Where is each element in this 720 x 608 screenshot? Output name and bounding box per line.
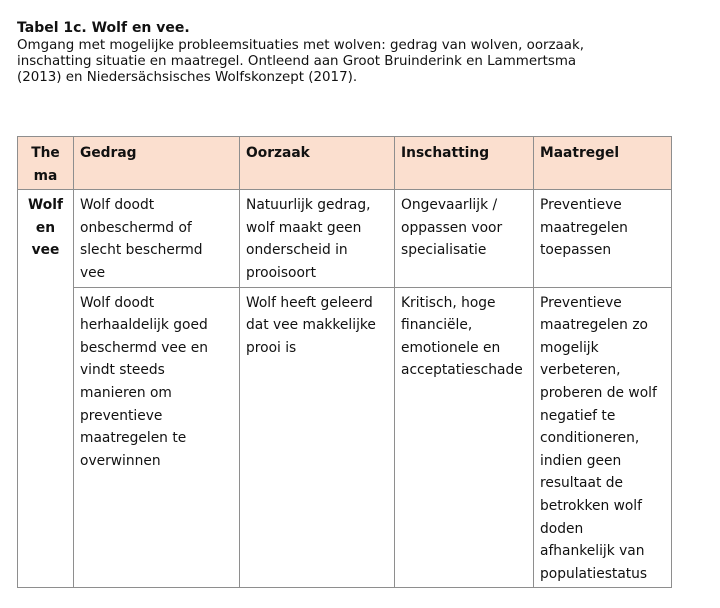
table-row [18, 287, 672, 588]
caption-line: Omgang met mogelijke probleemsituaties met wolven: gedrag van wolven, oorzaak, [17, 38, 584, 53]
header-gedrag: Gedrag [74, 137, 240, 190]
header-thema: The ma [18, 137, 74, 190]
caption-line: inschatting situatie en maatregel. Ontleend aan Groot Bruinderink en Lammertsma [17, 54, 577, 69]
header-oorzaak: Oorzaak [240, 137, 395, 190]
cell-thema: Wolf en vee [18, 190, 74, 588]
cell-maatregel: Preventieve maatregelen zo mogelijk verbeteren, proberen de wolf negatief te conditioneren, indien geen resultaat de betrokken wolf doden afhankelijk van populatiestatus [534, 287, 672, 588]
table-header-row [18, 137, 672, 190]
caption-title: Tabel 1c. Wolf en vee. [17, 20, 190, 36]
header-maatregel: Maatregel [534, 137, 672, 190]
table-row [18, 190, 672, 287]
cell-inschatting: Kritisch, hoge financiële, emotionele en acceptatieschade [395, 287, 534, 588]
cell-maatregel: Preventieve maatregelen toepassen [534, 190, 672, 287]
table-caption [17, 20, 707, 86]
wolf-vee-table [17, 136, 672, 588]
cell-inschatting: Ongevaarlijk / oppassen voor specialisatie [395, 190, 534, 287]
cell-oorzaak: Natuurlijk gedrag, wolf maakt geen onderscheid in prooisoort [240, 190, 395, 287]
caption-line: (2013) en Niedersächsisches Wolfskonzept (2017). [17, 70, 358, 85]
cell-gedrag: Wolf doodt onbeschermd of slecht beschermd vee [74, 190, 240, 287]
header-inschatting: Inschatting [395, 137, 534, 190]
cell-gedrag: Wolf doodt herhaaldelijk goed beschermd vee en vindt steeds manieren om preventieve maatregelen te overwinnen [74, 287, 240, 588]
cell-oorzaak: Wolf heeft geleerd dat vee makkelijke prooi is [240, 287, 395, 588]
